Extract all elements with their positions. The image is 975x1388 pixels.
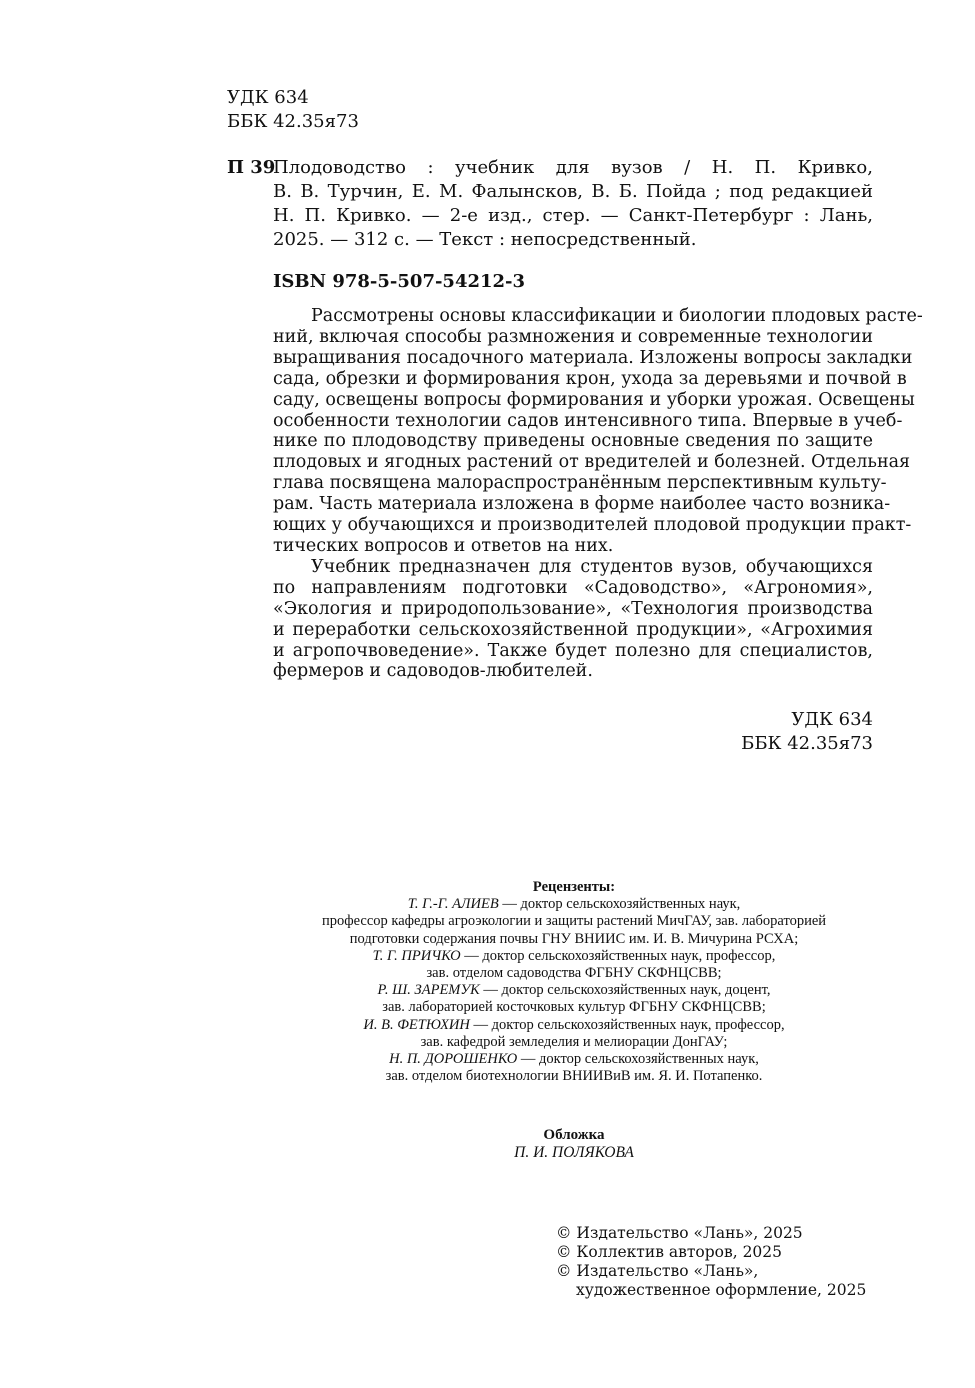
abstract-line: «Экология и природопользование», «Технология производства (273, 598, 873, 619)
reviewer-entry (160, 896, 975, 913)
bbk-code: ББК 42.35я73 (227, 111, 359, 132)
udk-bbk-header (227, 86, 359, 134)
abstract-line: саду, освещены вопросы формирования и уборки урожая. Освещены (273, 389, 915, 410)
reviewer-name: Н. П. ДОРОШЕНКО (389, 1051, 518, 1068)
abstract-line: плодовых и ягодных растений от вредителей и болезней. Отдельная (273, 452, 911, 473)
reviewer-affiliation: профессор кафедры агроэкологии и защиты растений МичГАУ, зав. лабораторией (321, 913, 827, 930)
reviewer-name: Р. Ш. ЗАРЕМУК (377, 982, 480, 999)
reviewer-affiliation: подготовки содержания почвы ГНУ ВНИИС им. И. В. Мичурина РСХА; (349, 930, 799, 947)
abstract-line: ний, включая способы размножения и современные технологии (273, 326, 873, 347)
bib-line: В. В. Турчин, Е. М. Фалынсков, В. Б. Пойда ; под редакцией (273, 181, 873, 202)
reviewer-entry (160, 1017, 975, 1034)
reviewer-name: И. В. ФЕТЮХИН (363, 1016, 470, 1033)
reviewer-entry (160, 982, 975, 999)
reviewer-name: Т. Г.-Г. АЛИЕВ (407, 896, 499, 913)
copyright-line: художественное оформление, 2025 (576, 1281, 867, 1299)
copyright-line: © Издательство «Лань», 2025 (556, 1224, 803, 1242)
reviewer-affiliation: зав. лабораторией косточковых культур ФГБНУ СКФНЦСВВ; (382, 999, 766, 1016)
abstract-line: особенности технологии садов интенсивного типа. Впервые в учеб- (273, 410, 903, 431)
abstract-line: и переработки сельскохозяйственной продукции», «Агрохимия (273, 619, 873, 640)
reviewer-desc: — доктор сельскохозяйственных наук, профессор, (460, 947, 776, 964)
reviewer-affiliation: зав. кафедрой земледелия и мелиорации ДонГАУ; (420, 1033, 728, 1050)
reviewer-desc: — доктор сельскохозяйственных наук, профессор, (469, 1016, 785, 1033)
reviewer-desc: — доктор сельскохозяйственных наук, (517, 1051, 759, 1068)
reviewers-block (160, 879, 975, 1085)
reviewer-name: Т. Г. ПРИЧКО (372, 947, 461, 964)
abstract-line: ющих у обучающихся и производителей плодовой продукции практ- (273, 515, 912, 536)
udk-code: УДК 634 (227, 87, 309, 108)
reviewer-entry (160, 948, 975, 965)
abstract-line: сада, обрезки и формирования крон, ухода за деревьями и почвой в (273, 368, 907, 389)
abstract-line: Рассмотрены основы классификации и биологии плодовых расте- (311, 306, 923, 326)
bbk-code: ББК 42.35я73 (741, 733, 873, 754)
abstract-line: фермеров и садоводов-любителей. (273, 661, 593, 682)
reviewer-desc: — доктор сельскохозяйственных наук, (498, 896, 741, 913)
abstract-line: нике по плодоводству приведены основные сведения по защите (273, 431, 873, 452)
isbn: ISBN 978-5-507-54212-3 (273, 271, 526, 292)
copyright-block (556, 1224, 866, 1300)
abstract-line: глава посвящена малораспространённым перспективным культу- (273, 473, 887, 494)
copyright-line: © Коллектив авторов, 2025 (556, 1243, 783, 1261)
abstract-line: Учебник предназначен для студентов вузов, обучающихся (311, 556, 873, 577)
cover-credit (200, 1126, 948, 1162)
cover-title: Обложка (543, 1127, 605, 1143)
abstract-line: и агропочвоведение». Также будет полезно для специалистов, (273, 640, 873, 661)
reviewer-desc: — доктор сельскохозяйственных наук, доцент, (479, 982, 771, 999)
author-index-code: П 39 (227, 157, 276, 178)
reviewer-entry (160, 1051, 975, 1068)
abstract-line: по направлениям подготовки «Садоводство», «Агрономия», (273, 577, 873, 598)
bibliographic-description (273, 156, 873, 252)
udk-bbk-footer (673, 708, 873, 756)
abstract-line: выращивания посадочного материала. Изложены вопросы закладки (273, 347, 913, 368)
annotation (273, 306, 923, 682)
copyright-line: © Издательство «Лань», (556, 1262, 759, 1280)
reviewer-affiliation: зав. отделом биотехнологии ВНИИВиВ им. Я. И. Потапенко. (385, 1068, 763, 1085)
bib-line: 2025. — 312 с. — Текст : непосредственный. (273, 229, 697, 250)
udk-code: УДК 634 (791, 709, 873, 730)
bib-line: Плодоводство : учебник для вузов / Н. П. Кривко, (273, 157, 873, 178)
reviewers-title: Рецензенты: (532, 879, 616, 895)
bib-line: Н. П. Кривко. — 2-е изд., стер. — Санкт-Петербург : Лань, (273, 205, 873, 226)
abstract-line: тических вопросов и ответов на них. (273, 535, 614, 556)
cover-artist: П. И. ПОЛЯКОВА (514, 1144, 634, 1161)
reviewer-affiliation: зав. отделом садоводства ФГБНУ СКФНЦСВВ; (426, 965, 722, 982)
abstract-line: рам. Часть материала изложена в форме наиболее часто возника- (273, 494, 891, 515)
